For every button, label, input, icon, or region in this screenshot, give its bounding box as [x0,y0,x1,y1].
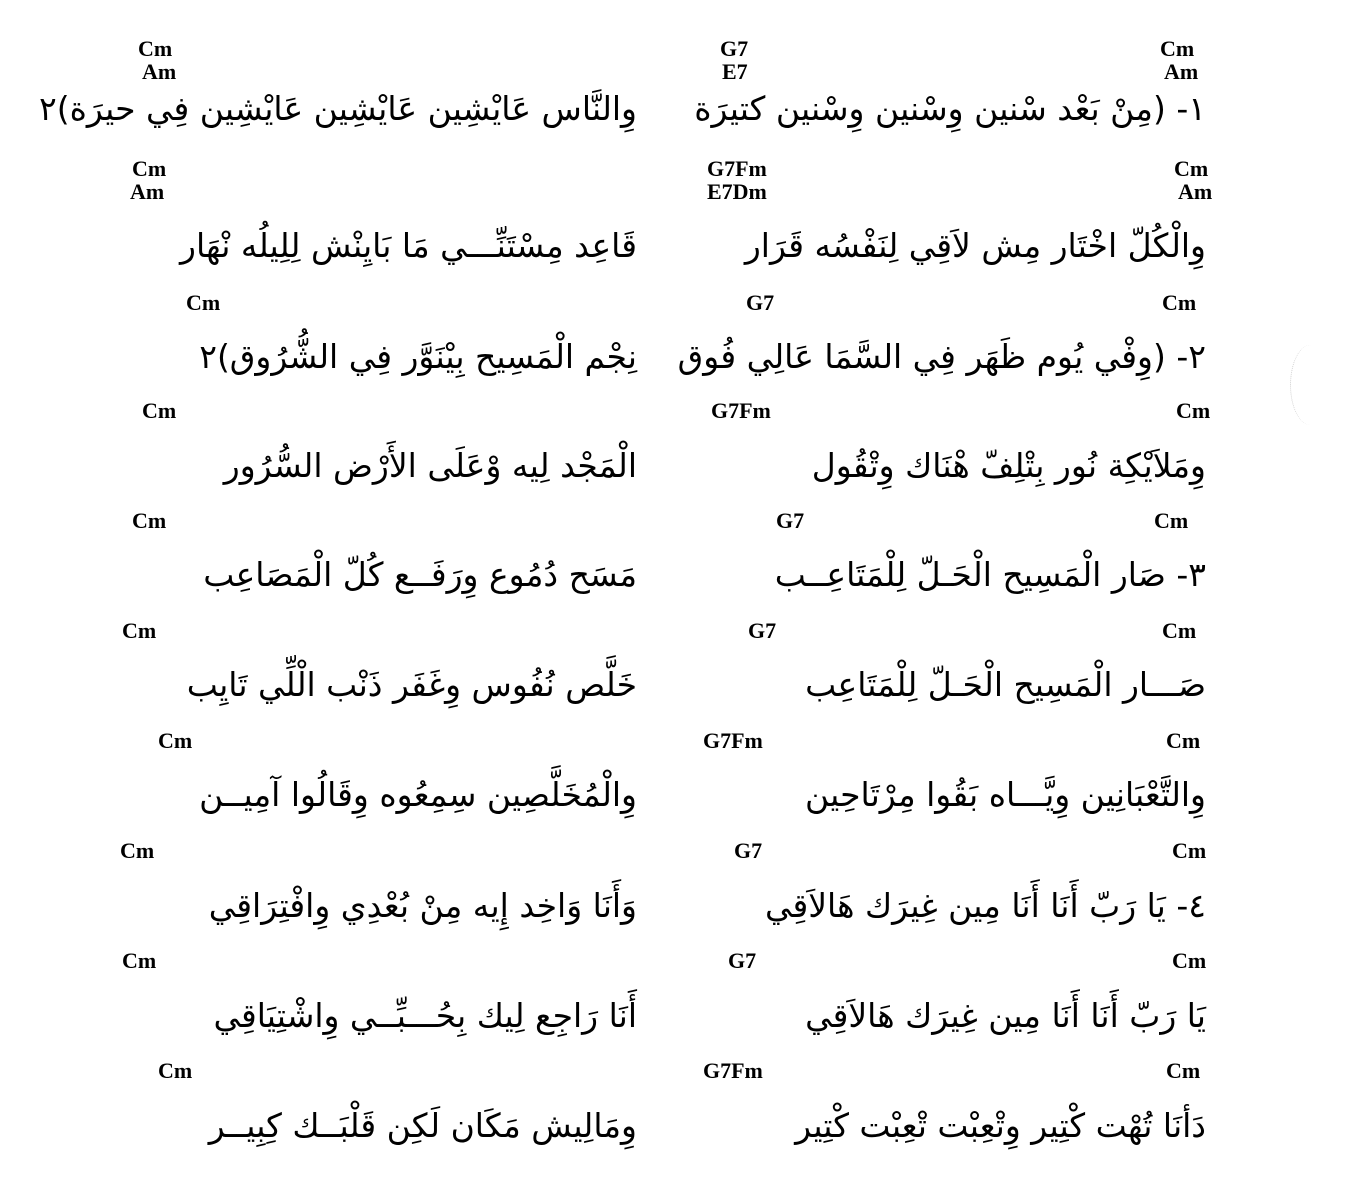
chord: G7 [746,290,775,315]
lyric-line: دَأنَا تُهْت كْتِير وِتْعِبْت تْعِبْت كْتِير [795,1106,1206,1145]
chord: E7 [722,59,748,84]
chord: Cm [142,398,177,423]
chord: G7 [720,36,749,61]
chord: Cm [1172,838,1207,863]
lyric-line: وِالنَّاس عَايْشِين عَايْشِين عَايْشِين فِي حيرَة)٢ [39,89,637,128]
lyric-line: ٢- (وِفْي يُوم ظَهَر فِي السَّمَا عَالِي فُوق [677,337,1206,376]
lyric-line: مَسَح دُمُوع وِرَفَــع كُلّ الْمَصَاعِب [203,555,637,594]
chord: G7 [776,508,805,533]
chord: Am [142,59,177,84]
lyric-line: وِمَالِيش مَكَان لَكِن قَلْبَــك كِبِيــر [208,1106,637,1145]
lyric-line: أَنَا رَاجِع لِيك بِحُـــبِّــي وِاشْتِيَاقِي [213,996,637,1035]
chord: G7Fm [707,156,767,181]
chord: Cm [120,838,155,863]
chord: Cm [1172,948,1207,973]
chord: Am [1178,179,1213,204]
chord: Cm [122,618,157,643]
lyric-line: ١- (مِنْ بَعْد سْنين وِسْنين وِسْنين كتيرَة [694,89,1206,128]
faint-arc-mark [1290,345,1331,425]
chord: Am [130,179,165,204]
chord: Cm [1176,398,1211,423]
chord: Cm [1162,618,1197,643]
lyric-line: وِالتَّعْبَانِين وِيَّـــاه بَقُوا مِرْتَاحِين [805,775,1206,814]
chord: Cm [122,948,157,973]
chord: Cm [132,508,167,533]
lyric-line: ٤- يَا رَبّ أَنَا أَنَا مِين غِيرَك هَالاَقِي [764,886,1206,925]
lyric-line: وِالْكُلّ اخْتَار مِش لاَقِي لِنَفْسُه قَرَار [744,226,1206,265]
lyric-line: وِالْمُخَلَّصِين سِمِعُوه وِقَالُوا آمِيــن [199,775,637,814]
lyric-line: يَا رَبّ أَنَا أَنَا مِين غِيرَك هَالاَقِي [805,996,1206,1035]
chord: Cm [158,728,193,753]
lyric-line: صَـــار الْمَسِيح الْحَـلّ لِلْمَتَاعِب [805,665,1206,704]
lyric-line: الْمَجْد لِيه وْعَلَى الأَرْض السُّرُور [223,446,637,485]
chord: G7 [728,948,757,973]
chord: Am [1164,59,1199,84]
chord: Cm [1166,728,1201,753]
lyric-line: قَاعِد مِسْتَنِّـــي مَا بَايِنْش لِلِيلُه نْهَار [180,226,637,265]
chord: Cm [1166,1058,1201,1083]
chord: E7Dm [707,179,767,204]
chord: Cm [1154,508,1189,533]
lyric-line: وَأَنَا وَاخِد إِيه مِنْ بُعْدِي وِافْتِرَاقِي [208,886,637,925]
chord: Cm [186,290,221,315]
chord: Cm [132,156,167,181]
chord: Cm [1174,156,1209,181]
chord: Cm [158,1058,193,1083]
lyric-line: خَلَّص نُفُوس وِغَفَر ذَنْب الْلِّي تَايِب [186,665,637,704]
chord: G7Fm [703,728,763,753]
chord: G7 [734,838,763,863]
chord: G7Fm [711,398,771,423]
lyric-line: ٣- صَار الْمَسِيح الْحَـلّ لِلْمَتَاعِــب [774,555,1206,594]
lyric-line: وِمَلاَيْكِة نُور بِتْلِفّ هْنَاك وِتْقُول [811,446,1206,485]
chord: Cm [1160,36,1195,61]
chord: G7 [748,618,777,643]
chord: G7Fm [703,1058,763,1083]
lyric-line: نِجْم الْمَسِيح بِيْنَوَّر فِي الشُّرُوق)٢ [199,337,637,376]
chord: Cm [138,36,173,61]
chord: Cm [1162,290,1197,315]
